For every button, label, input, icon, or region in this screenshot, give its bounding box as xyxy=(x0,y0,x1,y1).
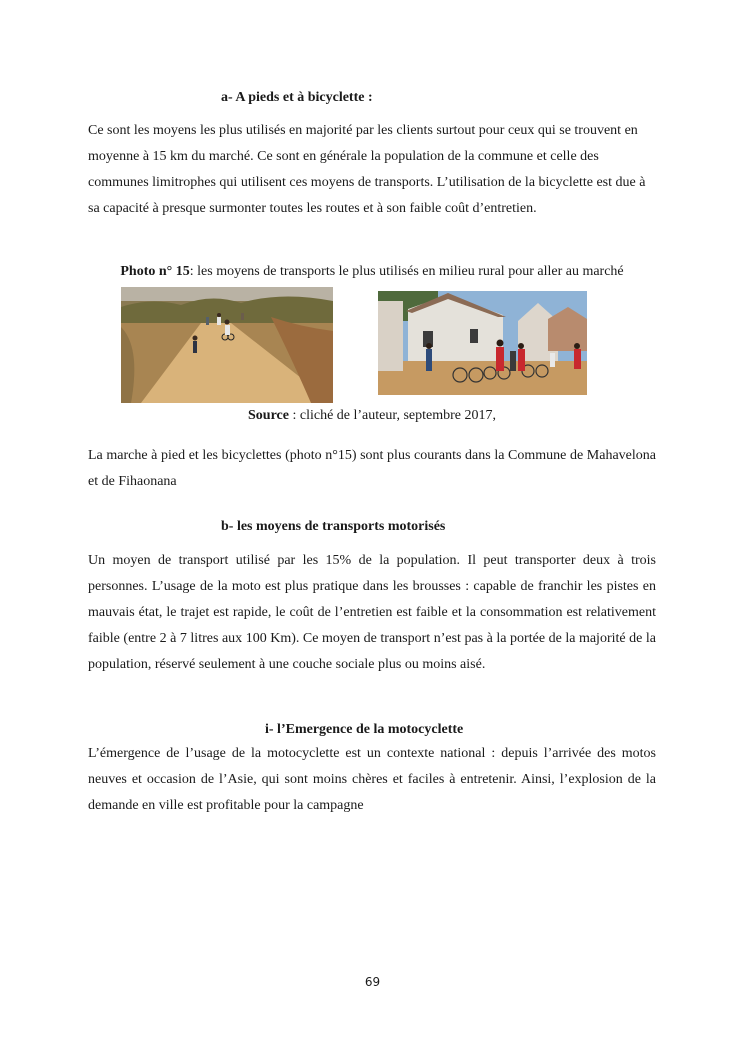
photo-label: Photo n° 15 xyxy=(120,264,190,279)
source-label: Source xyxy=(248,408,289,423)
section-i-paragraph: L’émergence de l’usage de la motocyclette est un contexte national : depuis l’arrivée des motos neuves et occasion de l’Asie, qui sont moins chères et faciles à entretenir. Ainsi, l’explosion de la demande en ville est profitable pour la campagne xyxy=(88,746,656,813)
photo-source xyxy=(88,408,656,424)
photo-village-bicycles xyxy=(378,291,587,395)
photo-dirt-road xyxy=(121,287,333,403)
section-b-heading: b- les moyens de transports motorisés xyxy=(221,519,446,534)
photo-caption-text: : les moyens de transports le plus utilisés en milieu rural pour aller au marché xyxy=(189,264,624,279)
section-a-paragraph: Ce sont les moyens les plus utilisés en majorité par les clients surtout pour ceux qui se trouvent en moyenne à 15 km du marché. Ce sont en générale la population de la commune et celle des communes limitrophes qui utilisent ces moyens de transports. L’utilisation de la bicyclette est due à sa capacité à presque surmonter toutes les routes et à son faible coût d’entretien. xyxy=(88,123,646,216)
document-page xyxy=(88,0,656,1053)
walking-cycling-paragraph: La marche à pied et les bicyclettes (photo n°15) sont plus courants dans la Commune de Mahavelona et de Fihaonana xyxy=(88,448,656,489)
page-number: 69 xyxy=(364,975,381,989)
section-a-heading: a- A pieds et à bicyclette : xyxy=(221,90,373,105)
section-i-heading: i- l’Emergence de la motocyclette xyxy=(265,722,464,737)
photo-caption xyxy=(88,264,656,280)
section-b-paragraph: Un moyen de transport utilisé par les 15% de la population. Il peut transporter deux à trois personnes. L’usage de la moto est plus pratique dans les brousses : capable de franchir les pistes en mauvais état, le trajet est rapide, le coût de l’entretien est faible et la consommation est relativement faible (entre 2 à 7 litres aux 100 Km). Ce moyen de transport n’est pas à la portée de la majorité de la population, réservé seulement à une couche sociale plus ou moins aisé. xyxy=(88,553,656,672)
source-text: : cliché de l’auteur, septembre 2017, xyxy=(288,408,496,423)
